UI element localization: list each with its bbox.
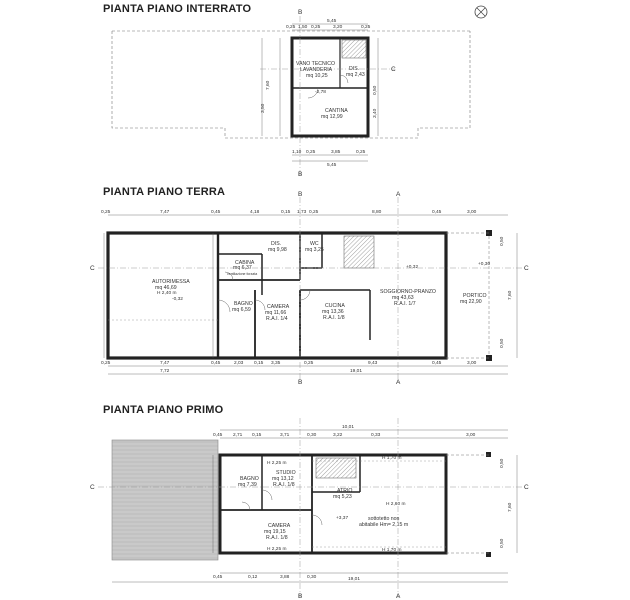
first-dim-t4: 0,30 <box>307 433 317 438</box>
first-room-studio-area: mq 13,12 <box>272 476 294 482</box>
ground-room-dis-area: mq 9,98 <box>268 247 287 253</box>
first-bottom-total: 19,01 <box>348 577 361 582</box>
first-dim-r0: 0,50 <box>500 458 505 468</box>
ground-dim-t0: 0,25 <box>101 210 111 215</box>
first-top-total: 10,01 <box>342 425 355 430</box>
ground-dim-b4: 0,15 <box>254 361 264 366</box>
ground-room-wc-area: mq 3,25 <box>305 247 324 253</box>
first-level: +3,37 <box>336 516 349 521</box>
ground-section-a-top: A <box>396 191 401 198</box>
ground-dim-t1: 7,47 <box>160 210 170 215</box>
ground-dim-t7: 8,80 <box>372 210 382 215</box>
title-first-floor: PIANTA PIANO PRIMO <box>103 404 224 416</box>
basement-room-cantina-name: CANTINA <box>325 108 348 114</box>
first-room-camera-rai: R.A.I. 1/8 <box>266 535 288 541</box>
ground-room-wc-name: WC <box>310 241 319 247</box>
ground-room-cucina-name: CUCINA <box>325 303 345 309</box>
ground-dim-t8: 0,45 <box>432 210 442 215</box>
ground-dim-b6: 0,25 <box>304 361 314 366</box>
ground-room-portico-name: PORTICO <box>463 293 487 299</box>
ground-dim-b1: 7,47 <box>160 361 170 366</box>
ground-level-1: +0,32 <box>406 265 419 270</box>
basement-dim-r0: 0,50 <box>373 85 378 95</box>
ground-dim-b2: 0,45 <box>211 361 221 366</box>
first-section-a-bottom: A <box>396 593 401 600</box>
ground-dim-t9: 3,00 <box>467 210 477 215</box>
ground-dim-b8: 0,45 <box>432 361 442 366</box>
title-ground-floor: PIANTA PIANO TERRA <box>103 186 226 198</box>
basement-dim-b0: 1,10 <box>292 150 302 155</box>
ground-room-soggiorno-area: mq 43,63 <box>392 295 414 301</box>
north-compass-icon <box>475 6 487 18</box>
first-dim-t1: 2,71 <box>233 433 243 438</box>
basement-dim-t2: 0,25 <box>311 25 321 30</box>
ground-room-bagno-area: mq 6,59 <box>232 307 251 313</box>
first-dim-t5: 3,22 <box>333 433 343 438</box>
ground-room-camera-name: CAMERA <box>267 304 290 310</box>
ground-dim-r0: 0,50 <box>500 236 505 246</box>
first-room-studio-rai: R.A.I. 1/8 <box>273 482 295 488</box>
first-room-atrio-area: mq 5,23 <box>333 494 352 500</box>
first-dim-b0: 0,45 <box>213 575 223 580</box>
basement-section-b-top: B <box>298 9 303 16</box>
first-height-3: H 2,60 m <box>386 502 406 507</box>
first-section-c-left: C <box>90 484 95 491</box>
first-room-studio-name: STUDIO <box>276 470 296 476</box>
basement-level: -2,78 <box>315 90 326 95</box>
basement-top-total: 5,45 <box>327 19 337 24</box>
ground-dim-partial: 7,72 <box>160 369 170 374</box>
basement-dim-l0: 3,50 <box>261 103 266 113</box>
first-dim-t7: 3,00 <box>466 433 476 438</box>
ground-dim-b0: 0,25 <box>101 361 111 366</box>
ground-section-b-bottom: B <box>298 379 303 386</box>
first-room-bagno-area: mq 7,39 <box>238 482 257 488</box>
first-room-bagno-name: BAGNO <box>240 476 259 482</box>
first-height-1: H 2,25 m <box>267 461 287 466</box>
basement-dim-t3: 3,20 <box>333 25 343 30</box>
first-dim-t3: 3,71 <box>280 433 290 438</box>
ground-dim-b3: 2,03 <box>234 361 244 366</box>
basement-bottom-total: 5,45 <box>327 163 337 168</box>
first-dim-r2: 0,50 <box>500 538 505 548</box>
ground-section-c-right: C <box>524 265 529 272</box>
ground-dim-b7: 9,43 <box>368 361 378 366</box>
ground-room-cucina-area: mq 13,36 <box>322 309 344 315</box>
ground-dim-t4: 0,15 <box>281 210 291 215</box>
ground-level-2: +0,30 <box>478 262 491 267</box>
ground-dim-r2: 0,50 <box>500 338 505 348</box>
ground-room-cabina-name: CABINA <box>235 260 255 266</box>
first-dim-b2: 3,88 <box>280 575 290 580</box>
ground-dim-t3: 4,18 <box>250 210 260 215</box>
ground-section-c-left: C <box>90 265 95 272</box>
ground-dim-t5: 1,73 <box>297 210 307 215</box>
ground-dim-b5: 3,35 <box>271 361 281 366</box>
ground-room-autorimessa-name: AUTORIMESSA <box>152 279 190 285</box>
basement-dim-b3: 0,25 <box>356 150 366 155</box>
first-dim-t0: 0,45 <box>213 433 223 438</box>
first-dim-b1: 0,12 <box>248 575 258 580</box>
first-room-atrio-name: ATRIO <box>337 488 353 494</box>
ground-dim-t2: 0,45 <box>211 210 221 215</box>
basement-room-cantina-area: mq 12,99 <box>321 114 343 120</box>
first-height-4: H 2,25 m <box>267 547 287 552</box>
first-height-5: H 1,70 m <box>382 548 402 553</box>
basement-section-c: C <box>391 66 396 73</box>
ground-dim-r1: 7,60 <box>508 290 513 300</box>
ground-level-3: -0,32 <box>172 297 183 302</box>
ground-room-camera-area: mq 11,66 <box>265 310 287 316</box>
first-dim-b3: 0,30 <box>307 575 317 580</box>
ground-room-cabina-note: ventilazione forzata <box>227 272 258 276</box>
first-dim-r1: 7,60 <box>508 502 513 512</box>
basement-room-lavanderia-area: mq 10,25 <box>306 73 328 79</box>
ground-dim-b9: 3,00 <box>467 361 477 366</box>
first-dim-t6: 0,33 <box>371 433 381 438</box>
basement-dim-b1: 0,25 <box>306 150 316 155</box>
first-room-camera-name: CAMERA <box>268 523 291 529</box>
first-floor-plan <box>112 440 491 560</box>
basement-room-dis-area: mq 2,43 <box>346 72 365 78</box>
ground-room-autorimessa-area: mq 46,69 <box>155 285 177 291</box>
basement-dim-t4: 0,25 <box>361 25 371 30</box>
first-room-sottotetto-name: sottotetto non <box>368 516 400 522</box>
ground-room-cabina-area: mq 6,37 <box>233 265 252 271</box>
ground-section-a-bottom: A <box>396 379 401 386</box>
first-room-sottotetto-name2: abitabile Hm= 2,15 m <box>359 522 409 528</box>
ground-section-b-top: B <box>298 191 303 198</box>
first-height-2: H 1,70 m <box>382 456 402 461</box>
basement-section-b-bottom: B <box>298 171 303 178</box>
first-room-camera-area: mq 19,15 <box>264 529 286 535</box>
basement-room-dis-name: DIS. <box>349 66 360 72</box>
basement-dim-b2: 3,85 <box>331 150 341 155</box>
ground-room-dis-name: DIS. <box>271 241 282 247</box>
basement-dim-l1: 7,60 <box>266 80 271 90</box>
title-basement: PIANTA PIANO INTERRATO <box>103 3 252 15</box>
ground-room-soggiorno-name: SOGGIORNO-PRANZO <box>380 289 436 295</box>
first-section-c-right: C <box>524 484 529 491</box>
ground-room-bagno-name: BAGNO <box>234 301 253 307</box>
basement-dim-t0: 0,25 <box>286 25 296 30</box>
basement-room-lavanderia-name: VANO TECNICO <box>296 61 336 67</box>
basement-room-lavanderia-name2: LAVANDERIA <box>300 67 333 73</box>
basement-dim-r1: 3,40 <box>373 108 378 118</box>
ground-room-portico-area: mq 22,90 <box>460 299 482 305</box>
ground-dim-total: 19,01 <box>350 369 363 374</box>
basement-plan <box>112 31 470 138</box>
basement-dim-t1: 1,50 <box>298 25 308 30</box>
ground-room-autorimessa-h: H 2,40 m <box>157 291 177 296</box>
first-section-b-bottom: B <box>298 593 303 600</box>
first-dim-t2: 0,15 <box>252 433 262 438</box>
ground-room-camera-rai: R.A.I. 1/4 <box>266 316 288 322</box>
ground-room-cucina-rai: R.A.I. 1/8 <box>323 315 345 321</box>
ground-room-soggiorno-rai: R.A.I. 1/7 <box>394 301 416 307</box>
ground-dim-t6: 0,25 <box>309 210 319 215</box>
